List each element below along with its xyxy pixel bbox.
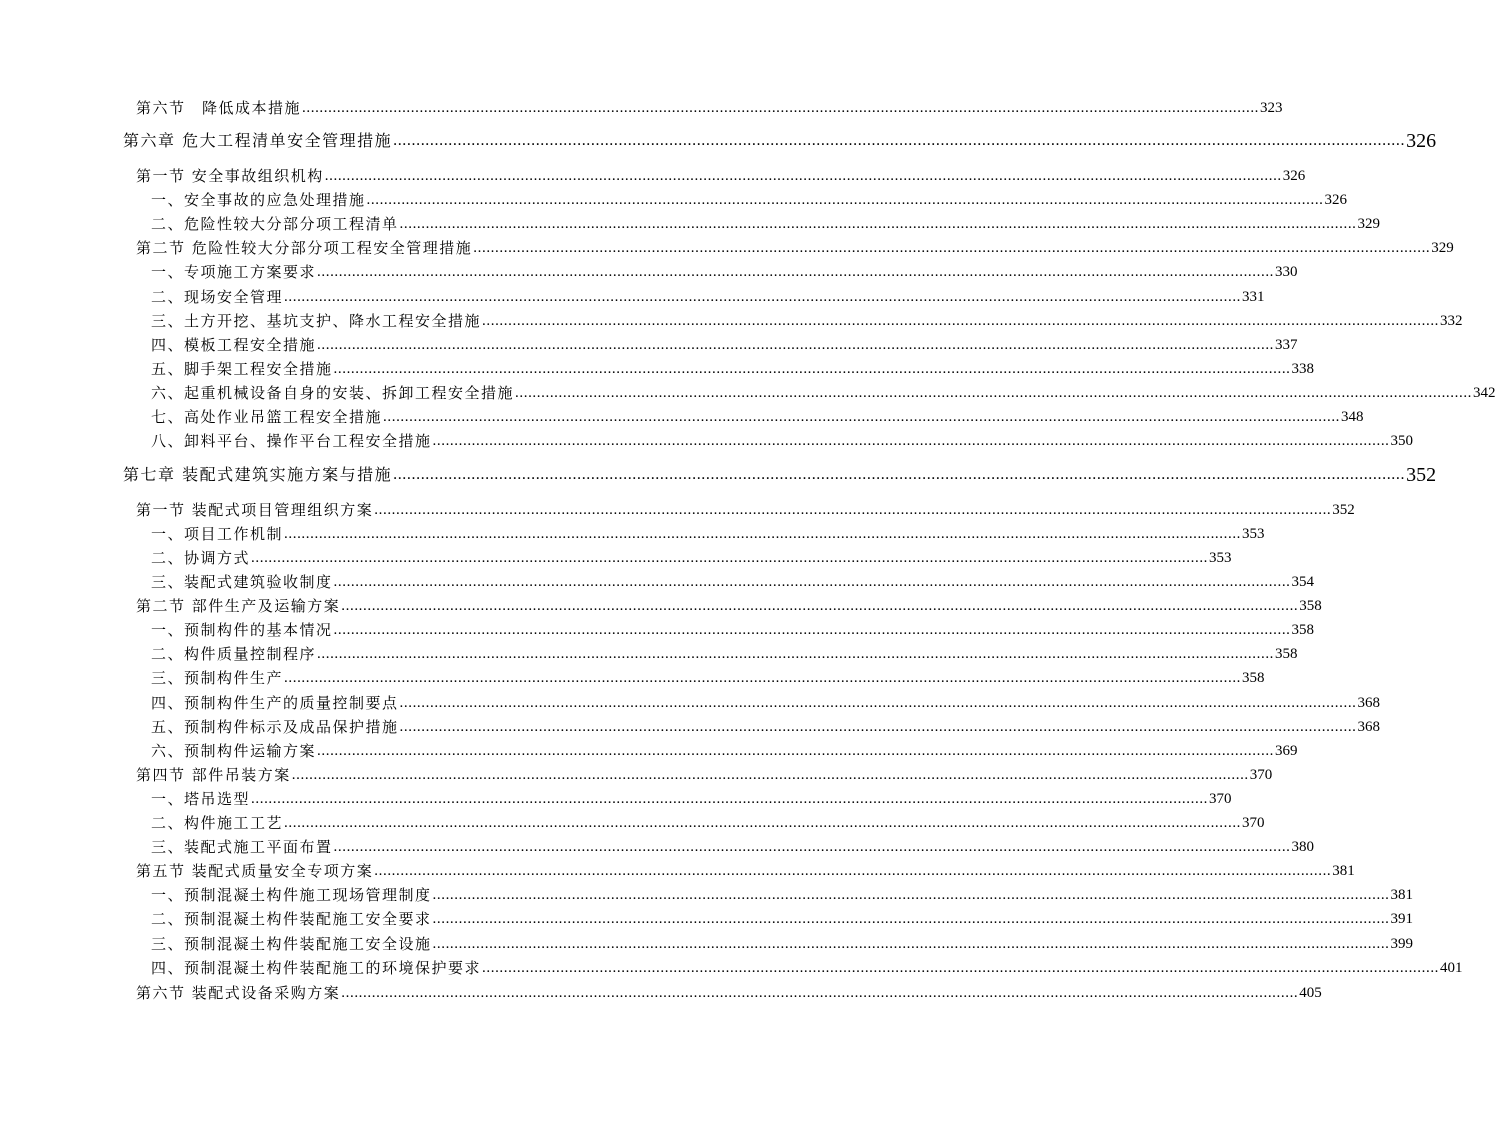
toc-leader-dots: ............................................................................................................................................................................................................................ <box>482 313 1440 329</box>
toc-entry[interactable] <box>151 430 1414 452</box>
toc-entry-page: 358 <box>1242 670 1265 686</box>
toc-entry-title: 七、高处作业吊篮工程安全措施 <box>151 408 383 426</box>
toc-entry[interactable] <box>151 523 1265 545</box>
toc-entry-page: 369 <box>1275 743 1298 759</box>
toc-leader-dots: ............................................................................................................................................................................................................................ <box>393 132 1406 149</box>
toc-entry-title: 第七章 装配式建筑实施方案与措施 <box>123 465 393 484</box>
toc-entry[interactable] <box>151 571 1315 593</box>
toc-leader-dots: ............................................................................................................................................................................................................................ <box>393 466 1406 483</box>
toc-entry-page: 399 <box>1390 936 1414 952</box>
toc-entry[interactable] <box>151 692 1381 714</box>
toc-entry-title: 三、装配式施工平面布置 <box>151 838 333 856</box>
toc-entry-title: 六、预制构件运输方案 <box>151 742 317 760</box>
toc-leader-dots: ............................................................................................................................................................................................................................ <box>302 100 1260 116</box>
toc-entry-page: 391 <box>1390 911 1414 927</box>
toc-entry-page: 342 <box>1473 385 1496 401</box>
toc-entry-page: 323 <box>1260 100 1283 116</box>
toc-entry[interactable] <box>151 547 1232 569</box>
toc-entry-title: 五、预制构件标示及成品保护措施 <box>151 718 399 736</box>
toc-leader-dots: ............................................................................................................................................................................................................................ <box>399 695 1357 711</box>
toc-entry-page: 368 <box>1357 695 1381 711</box>
toc-entry[interactable] <box>136 237 1454 259</box>
toc-leader-dots: ............................................................................................................................................................................................................................ <box>374 502 1332 518</box>
toc-entry[interactable] <box>151 667 1265 689</box>
toc-leader-dots: ............................................................................................................................................................................................................................ <box>341 598 1299 614</box>
toc-entry[interactable] <box>136 860 1355 882</box>
toc-entry[interactable] <box>151 406 1364 428</box>
toc-entry-title: 二、现场安全管理 <box>151 288 284 306</box>
toc-leader-dots: ............................................................................................................................................................................................................................ <box>284 289 1242 305</box>
toc-entry-page: 348 <box>1341 409 1364 425</box>
toc-entry-title: 二、构件质量控制程序 <box>151 645 317 663</box>
toc-entry-page: 337 <box>1275 337 1298 353</box>
toc-entry-page: 381 <box>1332 863 1355 879</box>
toc-entry-page: 405 <box>1299 985 1322 1001</box>
toc-entry-title: 三、预制混凝土构件装配施工安全设施 <box>151 935 432 953</box>
toc-leader-dots: ............................................................................................................................................................................................................................ <box>284 670 1242 686</box>
toc-entry-title: 一、预制构件的基本情况 <box>151 621 333 639</box>
toc-leader-dots: ............................................................................................................................................................................................................................ <box>432 433 1390 449</box>
toc-entry-title: 第四节 部件吊装方案 <box>136 766 291 784</box>
toc-entry[interactable] <box>151 310 1463 332</box>
toc-entry-title: 四、模板工程安全措施 <box>151 336 317 354</box>
toc-entry-title: 五、脚手架工程安全措施 <box>151 360 333 378</box>
toc-entry-title: 一、专项施工方案要求 <box>151 263 317 281</box>
toc-leader-dots: ............................................................................................................................................................................................................................ <box>366 192 1324 208</box>
toc-entry-title: 第五节 装配式质量安全专项方案 <box>136 862 374 880</box>
toc-entry[interactable] <box>151 334 1298 356</box>
toc-leader-dots: ............................................................................................................................................................................................................................ <box>482 960 1440 976</box>
toc-entry[interactable] <box>151 382 1496 404</box>
toc-entry[interactable] <box>151 358 1315 380</box>
toc-entry[interactable] <box>136 595 1322 617</box>
toc-entry[interactable] <box>136 97 1283 119</box>
toc-entry-title: 第二节 危险性较大分部分项工程安全管理措施 <box>136 239 473 257</box>
toc-entry-title: 四、预制混凝土构件装配施工的环境保护要求 <box>151 959 482 977</box>
toc-entry-title: 第一节 装配式项目管理组织方案 <box>136 501 374 519</box>
toc-entry[interactable] <box>151 213 1381 235</box>
toc-entry-title: 六、起重机械设备自身的安装、拆卸工程安全措施 <box>151 384 515 402</box>
toc-leader-dots: ............................................................................................................................................................................................................................ <box>383 409 1341 425</box>
toc-entry-page: 370 <box>1249 767 1273 783</box>
toc-entry[interactable] <box>136 982 1322 1004</box>
toc-entry-title: 一、预制混凝土构件施工现场管理制度 <box>151 886 432 904</box>
toc-entry[interactable] <box>151 933 1414 955</box>
toc-leader-dots: ............................................................................................................................................................................................................................ <box>399 216 1357 232</box>
toc-entry-page: 354 <box>1291 574 1315 590</box>
toc-entry-page: 358 <box>1275 646 1298 662</box>
toc-entry-page: 401 <box>1440 960 1463 976</box>
toc-entry-title: 三、装配式建筑验收制度 <box>151 573 333 591</box>
toc-entry-title: 二、危险性较大分部分项工程清单 <box>151 215 399 233</box>
toc-entry[interactable] <box>151 957 1463 979</box>
toc-entry-page: 380 <box>1291 839 1315 855</box>
toc-entry-page: 350 <box>1390 433 1414 449</box>
toc-leader-dots: ............................................................................................................................................................................................................................ <box>432 911 1390 927</box>
toc-entry[interactable] <box>151 189 1348 211</box>
toc-entry[interactable] <box>136 165 1306 187</box>
toc-entry-title: 一、塔吊选型 <box>151 790 251 808</box>
toc-entry-title: 三、预制构件生产 <box>151 669 284 687</box>
toc-leader-dots: ............................................................................................................................................................................................................................ <box>333 361 1291 377</box>
toc-leader-dots: ............................................................................................................................................................................................................................ <box>515 385 1473 401</box>
toc-entry-page: 326 <box>1406 130 1437 152</box>
toc-leader-dots: ............................................................................................................................................................................................................................ <box>317 743 1275 759</box>
toc-entry-page: 326 <box>1282 168 1306 184</box>
toc-entry-page: 332 <box>1440 313 1463 329</box>
toc-entry-title: 第六节 降低成本措施 <box>136 99 302 117</box>
toc-entry[interactable] <box>151 261 1298 283</box>
toc-entry[interactable] <box>151 740 1298 762</box>
toc-entry-page: 358 <box>1291 622 1315 638</box>
toc-leader-dots: ............................................................................................................................................................................................................................ <box>251 550 1209 566</box>
toc-leader-dots: ............................................................................................................................................................................................................................ <box>341 985 1299 1001</box>
toc-leader-dots: ............................................................................................................................................................................................................................ <box>333 839 1291 855</box>
toc-entry[interactable] <box>151 716 1381 738</box>
toc-entry-page: 330 <box>1275 264 1298 280</box>
toc-leader-dots: ............................................................................................................................................................................................................................ <box>432 887 1390 903</box>
toc-entry-title: 第六节 装配式设备采购方案 <box>136 984 341 1002</box>
toc-leader-dots: ............................................................................................................................................................................................................................ <box>291 767 1249 783</box>
toc-leader-dots: ............................................................................................................................................................................................................................ <box>374 863 1332 879</box>
toc-entry[interactable] <box>151 619 1315 641</box>
toc-leader-dots: ............................................................................................................................................................................................................................ <box>473 240 1431 256</box>
toc-entry-title: 二、协调方式 <box>151 549 251 567</box>
toc-leader-dots: ............................................................................................................................................................................................................................ <box>284 815 1242 831</box>
toc-leader-dots: ............................................................................................................................................................................................................................ <box>317 646 1275 662</box>
toc-leader-dots: ............................................................................................................................................................................................................................ <box>432 936 1390 952</box>
toc-entry-page: 329 <box>1357 216 1381 232</box>
toc-entry-title: 一、安全事故的应急处理措施 <box>151 191 366 209</box>
toc-entry[interactable] <box>151 908 1414 930</box>
toc-entry-title: 二、构件施工工艺 <box>151 814 284 832</box>
toc-entry[interactable] <box>151 884 1414 906</box>
toc-leader-dots: ............................................................................................................................................................................................................................ <box>317 337 1275 353</box>
toc-leader-dots: ............................................................................................................................................................................................................................ <box>333 574 1291 590</box>
toc-entry-page: 381 <box>1390 887 1414 903</box>
toc-leader-dots: ............................................................................................................................................................................................................................ <box>251 791 1209 807</box>
toc-entry[interactable] <box>136 499 1355 521</box>
toc-leader-dots: ............................................................................................................................................................................................................................ <box>399 719 1357 735</box>
toc-entry-page: 331 <box>1242 289 1265 305</box>
toc-entry[interactable] <box>151 836 1315 858</box>
toc-entry-page: 353 <box>1209 550 1232 566</box>
toc-leader-dots: ............................................................................................................................................................................................................................ <box>317 264 1275 280</box>
toc-entry-page: 370 <box>1242 815 1265 831</box>
toc-entry-page: 368 <box>1357 719 1381 735</box>
toc-leader-dots: ............................................................................................................................................................................................................................ <box>333 622 1291 638</box>
toc-entry-title: 三、土方开挖、基坑支护、降水工程安全措施 <box>151 312 482 330</box>
toc-entry-page: 326 <box>1324 192 1348 208</box>
toc-leader-dots: ............................................................................................................................................................................................................................ <box>284 526 1242 542</box>
toc-entry-title: 四、预制构件生产的质量控制要点 <box>151 694 399 712</box>
toc-entry[interactable] <box>151 643 1298 665</box>
toc-entry-title: 八、卸料平台、操作平台工程安全措施 <box>151 432 432 450</box>
toc-entry-page: 352 <box>1406 464 1437 486</box>
toc-chapter-entry[interactable] <box>123 128 1437 154</box>
toc-entry-title: 一、项目工作机制 <box>151 525 284 543</box>
toc-entry-page: 370 <box>1209 791 1232 807</box>
toc-entry-page: 352 <box>1332 502 1355 518</box>
toc-entry-title: 二、预制混凝土构件装配施工安全要求 <box>151 910 432 928</box>
toc-entry-title: 第一节 安全事故组织机构 <box>136 167 324 185</box>
toc-entry-page: 338 <box>1291 361 1315 377</box>
toc-chapter-entry[interactable] <box>123 462 1437 488</box>
toc-entry-page: 329 <box>1431 240 1454 256</box>
toc-entry-title: 第六章 危大工程清单安全管理措施 <box>123 131 393 150</box>
toc-entry[interactable] <box>136 764 1273 786</box>
toc-leader-dots: ............................................................................................................................................................................................................................ <box>324 168 1282 184</box>
toc-entry-title: 第二节 部件生产及运输方案 <box>136 597 341 615</box>
toc-entry-page: 353 <box>1242 526 1265 542</box>
toc-entry[interactable] <box>151 788 1232 810</box>
toc-entry-page: 358 <box>1299 598 1322 614</box>
toc-entry[interactable] <box>151 286 1265 308</box>
toc-entry[interactable] <box>151 812 1265 834</box>
